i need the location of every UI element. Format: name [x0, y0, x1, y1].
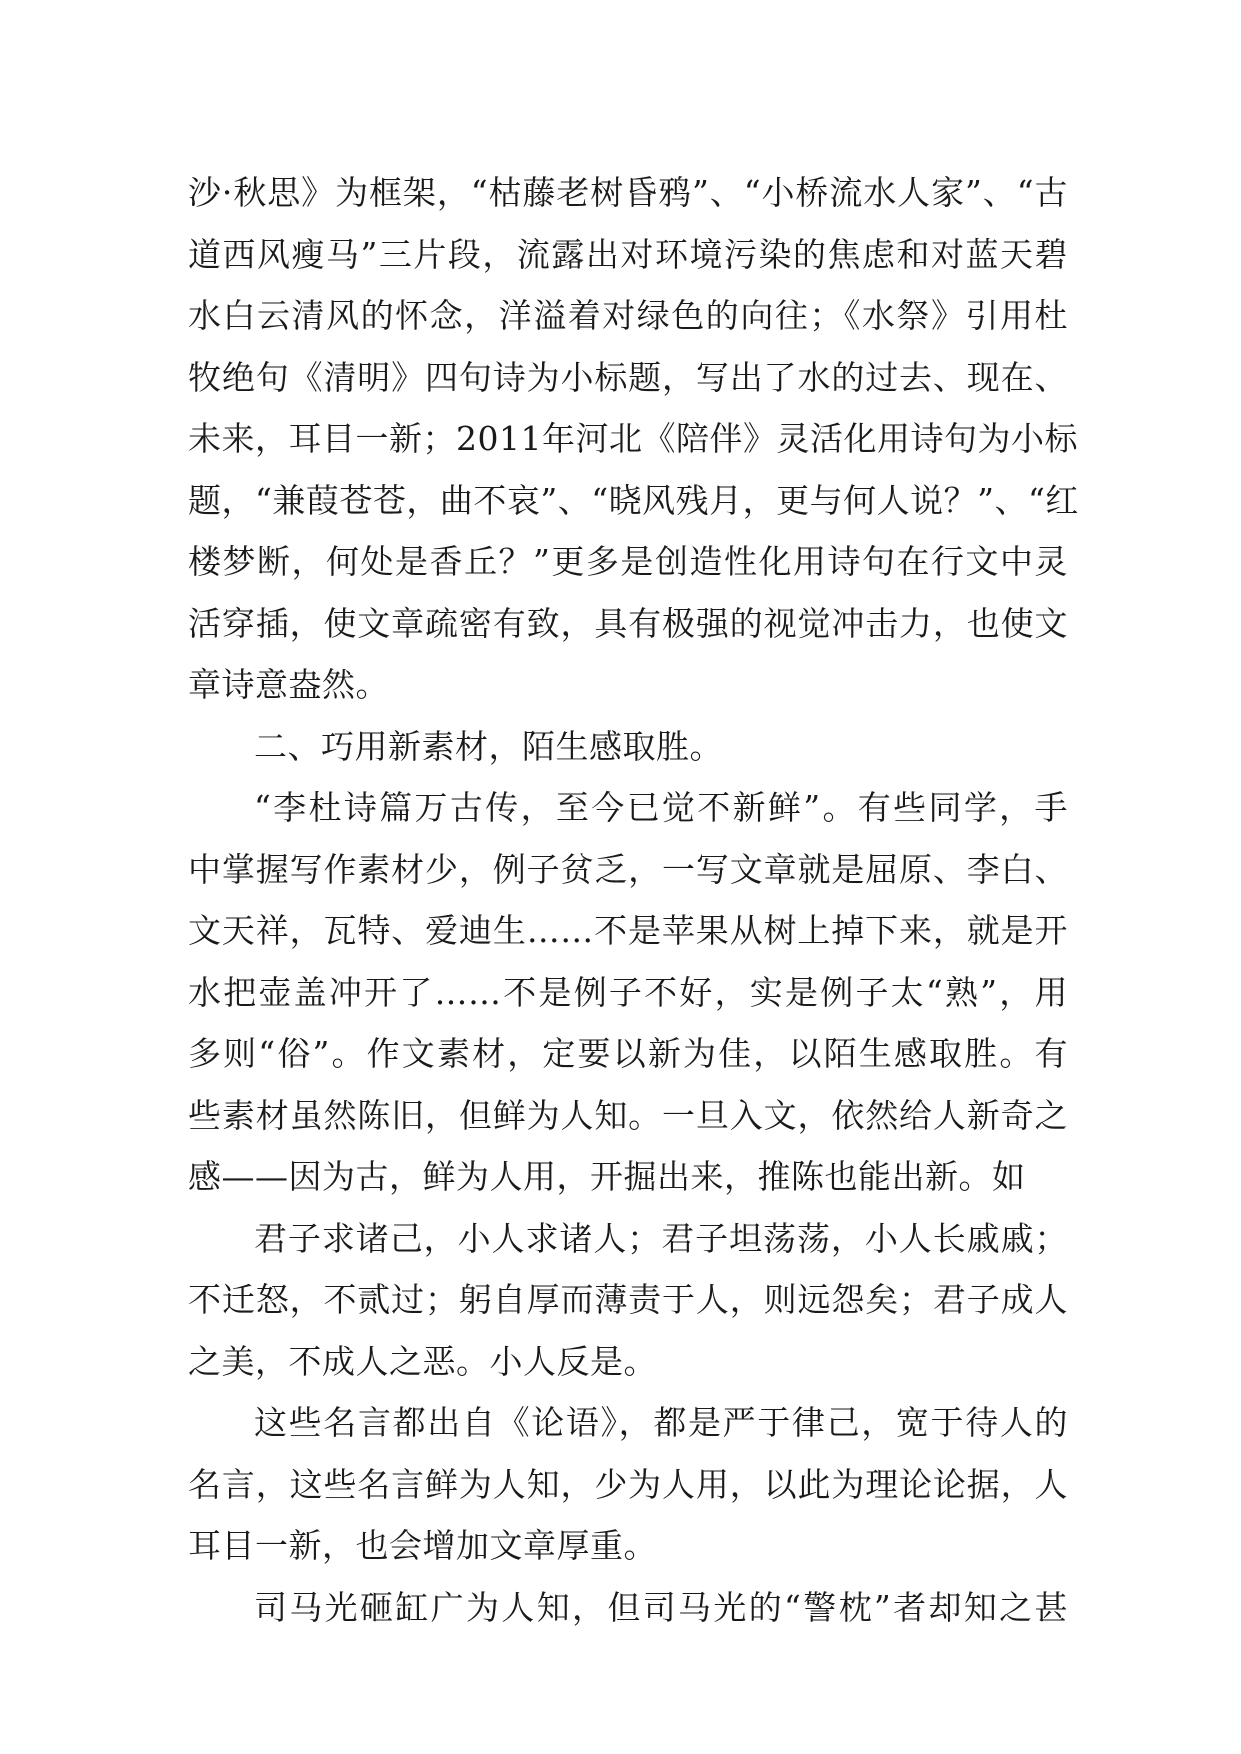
- text-line: 牧绝句《清明》四句诗为小标题，写出了水的过去、现在、: [188, 357, 1068, 397]
- document-page: [188, 162, 1079, 1638]
- text-line: 名言，这些名言鲜为人知，少为人用，以此为理论论据，人: [188, 1464, 1068, 1504]
- text-line: “李杜诗篇万古传，至今已觉不新鲜”。有些同学，手: [254, 788, 1068, 827]
- text-line: 多则“俗”。作文素材，定要以新为佳，以陌生感取胜。有: [188, 1034, 1068, 1073]
- quote-line: 君子求诸己，小人求诸人；君子坦荡荡，小人长戚戚；: [254, 1218, 1068, 1258]
- text-line: 题，“兼葭苍苍，曲不哀”、“晓风残月，更与何人说？”、“红: [188, 480, 1079, 520]
- quote-line: 不迁怒，不贰过；躬自厚而薄责于人，则远怨矣；君子成人: [188, 1280, 1068, 1319]
- text-line: 水把壶盖冲开了……不是例子不好，实是例子太“熟”，用: [188, 972, 1068, 1012]
- text-line: 中掌握写作素材少，例子贫乏，一写文章就是屈原、李白、: [188, 849, 1068, 889]
- text-line: 沙·秋思》为框架，“枯藤老树昏鸦”、“小桥流水人家”、“古: [188, 173, 1068, 212]
- section-heading: 二、巧用新素材，陌生感取胜。: [254, 726, 723, 766]
- text-line: 章诗意盎然。: [188, 665, 389, 704]
- text-line: 道西风瘦马”三片段，流露出对环境污染的焦虑和对蓝天碧: [188, 234, 1068, 274]
- text-line: 些素材虽然陈旧，但鲜为人知。一旦入文，依然给人新奇之: [188, 1095, 1068, 1135]
- text-line: 楼梦断，何处是香丘？”更多是创造性化用诗句在行文中灵: [188, 542, 1068, 581]
- quote-line: 之美，不成人之恶。小人反是。: [188, 1341, 657, 1381]
- text-line: 未来，耳目一新；2011年河北《陪伴》灵活化用诗句为小标: [188, 419, 1078, 458]
- text-line: 文天祥，瓦特、爱迪生……不是苹果从树上掉下来，就是开: [188, 911, 1068, 950]
- text-line: 这些名言都出自《论语》，都是严于律己，宽于待人的: [254, 1403, 1068, 1442]
- text-line: 司马光砸缸广为人知，但司马光的“警枕”者却知之甚: [254, 1587, 1068, 1627]
- text-line: 活穿插，使文章疏密有致，具有极强的视觉冲击力，也使文: [188, 603, 1068, 643]
- text-line: 耳目一新，也会增加文章厚重。: [188, 1526, 657, 1565]
- text-line: 感——因为古，鲜为人用，开掘出来，推陈也能出新。如: [188, 1157, 1026, 1196]
- text-line: 水白云清风的怀念，洋溢着对绿色的向往；《水祭》引用杜: [188, 296, 1068, 335]
